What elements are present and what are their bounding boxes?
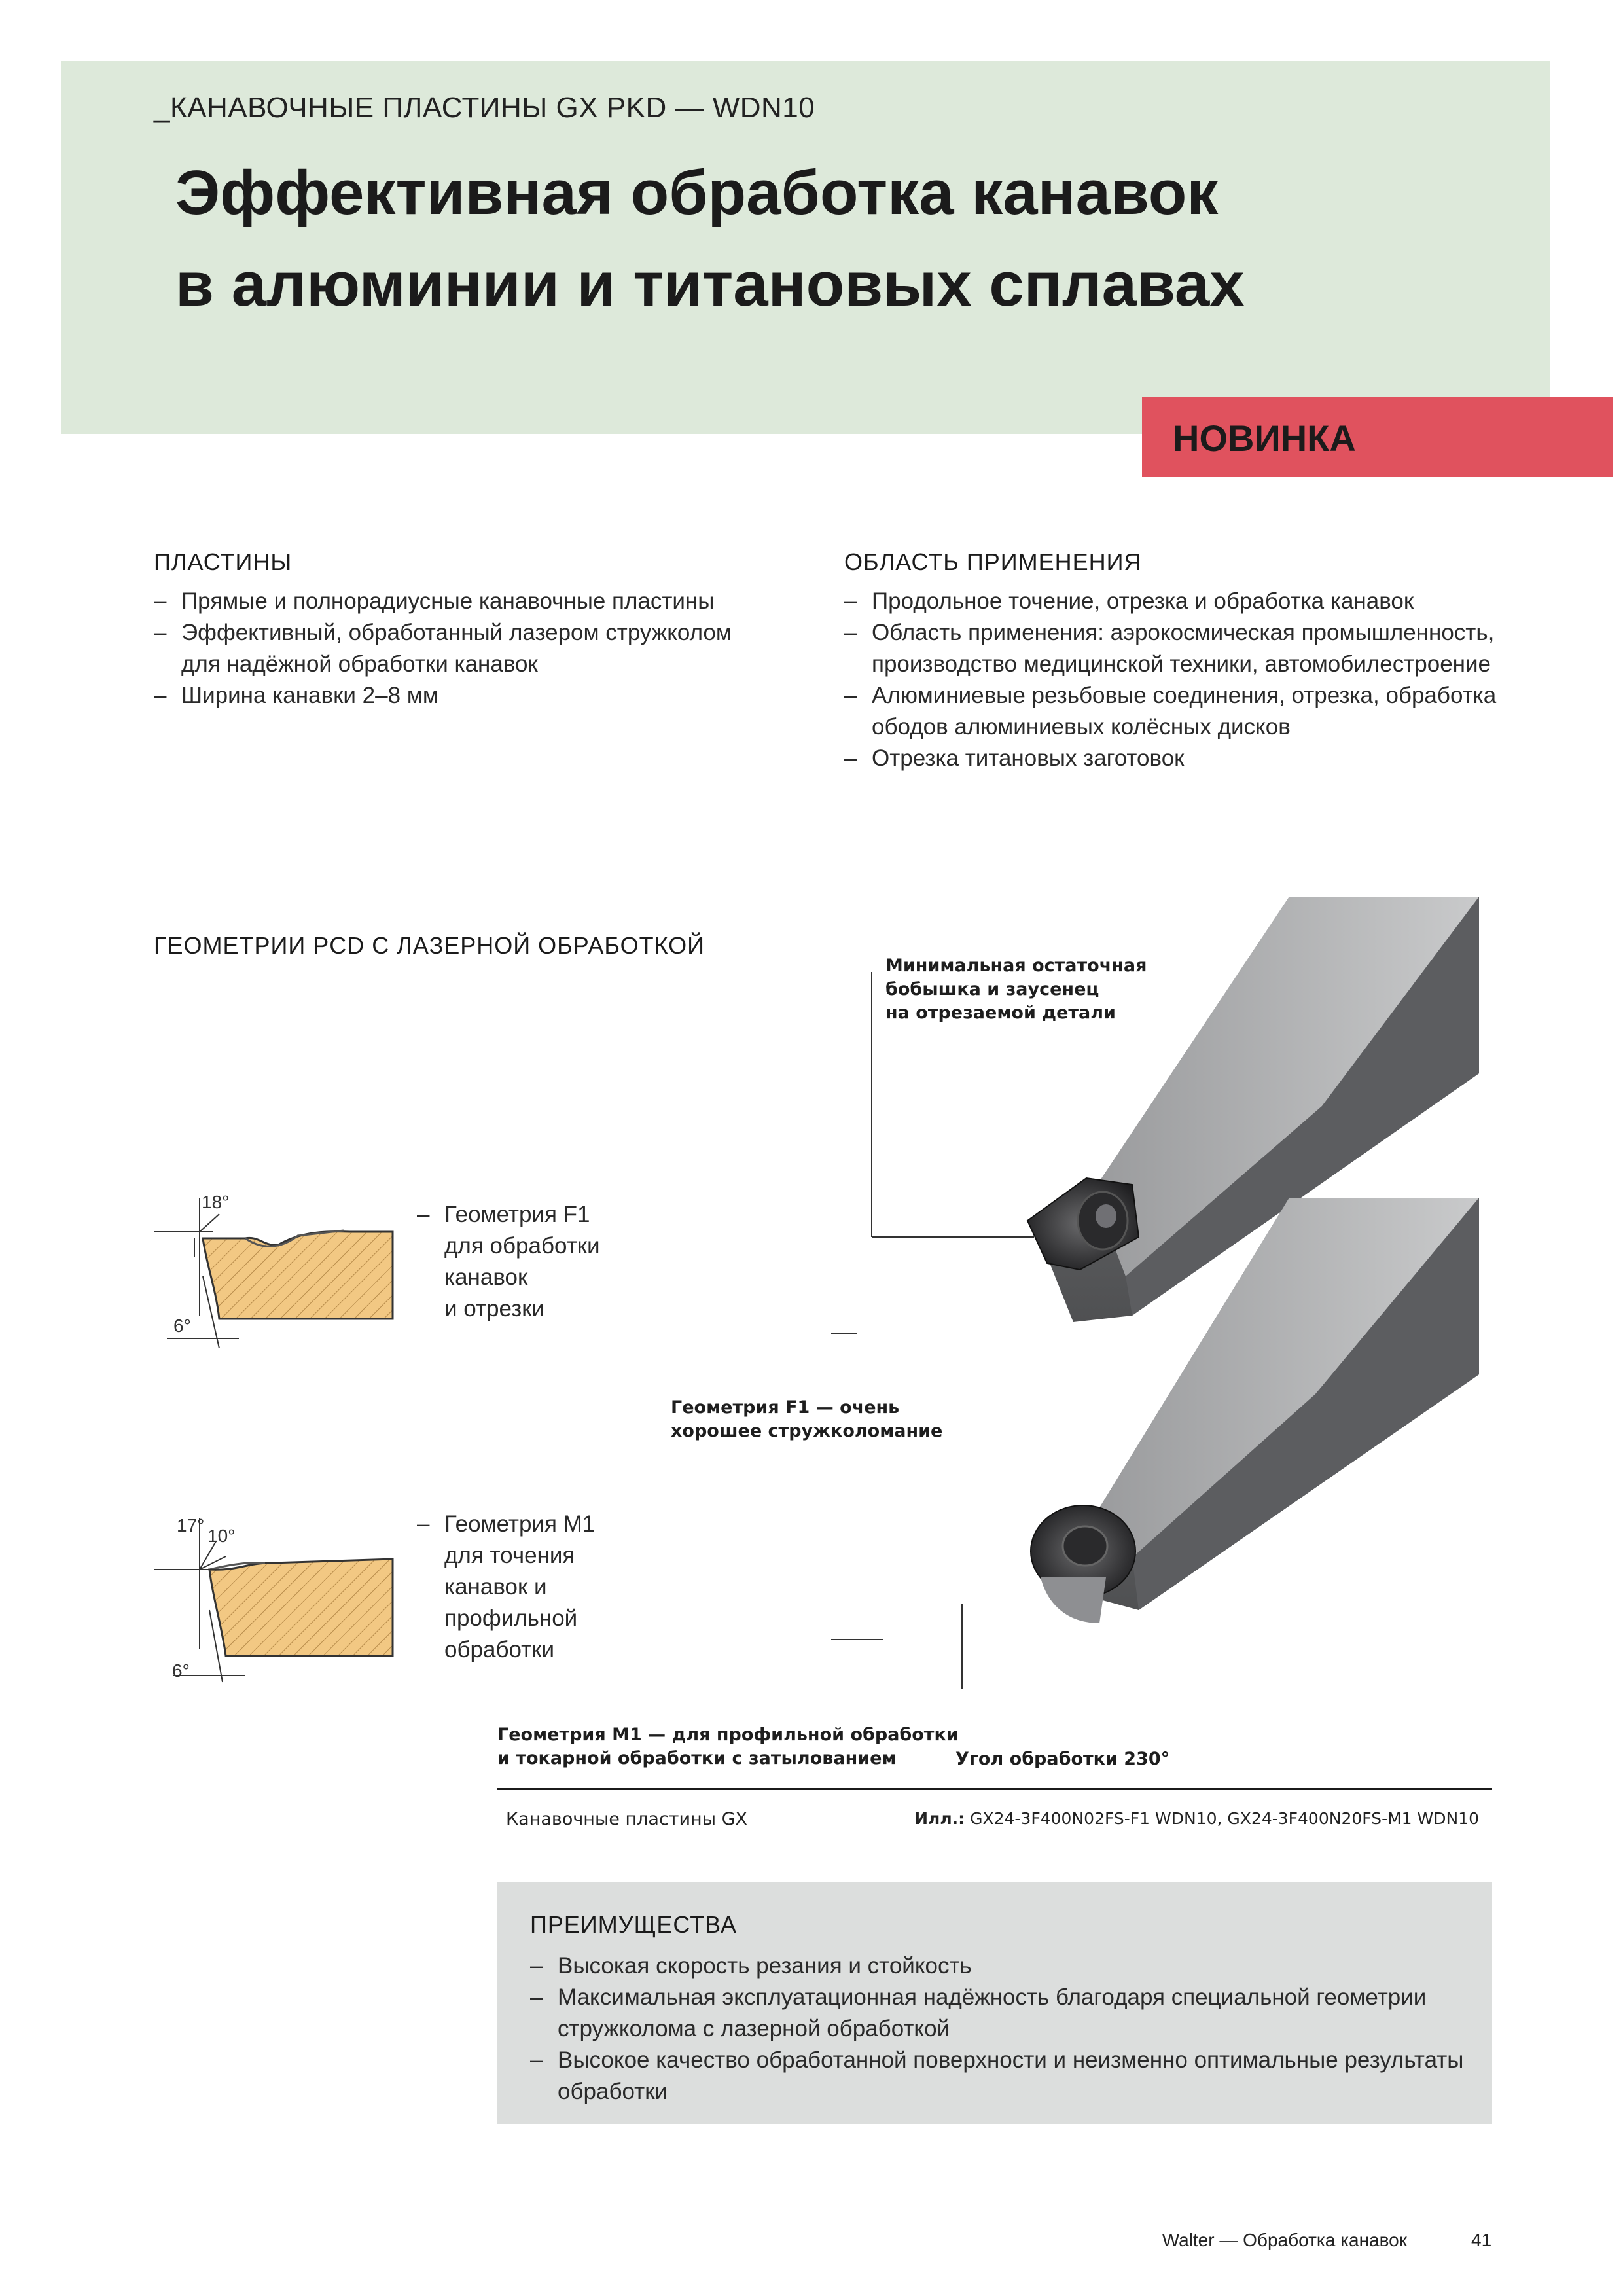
new-badge-label: НОВИНКА: [1173, 418, 1356, 459]
callout-line: бобышка и заусенец: [885, 979, 1099, 999]
page-title: [175, 147, 1245, 331]
list-item: – Алюминиевые резьбовые соединения, отрезка, обработка ободов алюминиевых колёсных дисков: [844, 680, 1505, 743]
inserts-heading: ПЛАСТИНЫ: [154, 548, 293, 575]
f1-label-line: и отрезки: [444, 1296, 545, 1321]
bullet-dash: –: [417, 1202, 430, 1227]
list-item: – Высокая скорость резания и стойкость: [530, 1950, 1472, 1982]
bullet-dash: –: [417, 1511, 430, 1537]
inserts-list: [154, 586, 743, 711]
caption-right-text: GX24-3F400N02FS-F1 WDN10, GX24-3F400N20FS-M1 WDN10: [970, 1809, 1479, 1828]
section-kicker: _КАНАВОЧНЫЕ ПЛАСТИНЫ GX PKD — WDN10: [154, 92, 815, 124]
benefits-box: [497, 1882, 1492, 2124]
caption-rule: [497, 1788, 1492, 1790]
m1-angle-top-1: 17°: [177, 1515, 205, 1535]
geometries-heading: ГЕОМЕТРИИ PCD С ЛАЗЕРНОЙ ОБРАБОТКОЙ: [154, 932, 705, 959]
caption-left: Канавочные пластины GX: [506, 1809, 748, 1829]
caption-right: [914, 1809, 1479, 1828]
f1-label-line: Геометрия F1: [444, 1202, 590, 1227]
list-item: – Эффективный, обработанный лазером стружколом для надёжной обработки канавок: [154, 617, 743, 680]
m1-angle-bottom: 6°: [172, 1660, 190, 1681]
f1-callout: [671, 1396, 942, 1443]
f1-label-line: канавок: [444, 1265, 528, 1290]
application-list: [844, 586, 1505, 774]
callout-line: Геометрия F1 — очень: [671, 1397, 900, 1418]
m1-label-line: профильной: [444, 1605, 578, 1631]
footer-text: Walter — Обработка канавок: [1162, 2230, 1407, 2250]
m1-label: [417, 1509, 641, 1666]
benefits-list: [530, 1950, 1472, 2108]
page-number: 41: [1471, 2230, 1492, 2250]
callout-line: на отрезаемой детали: [885, 1003, 1116, 1023]
list-item: – Продольное точение, отрезка и обработка канавок: [844, 586, 1505, 617]
f1-geometry-diagram: [147, 1185, 409, 1355]
m1-label-line: канавок и: [444, 1574, 547, 1600]
m1-label-line: для точения: [444, 1543, 575, 1568]
list-item: – Прямые и полнорадиусные канавочные пластины: [154, 586, 743, 617]
f1-angle-top: 18°: [202, 1192, 230, 1212]
list-item: – Отрезка титановых заготовок: [844, 743, 1505, 774]
title-line-2: в алюминии и титановых сплавах: [175, 249, 1245, 319]
f1-label: [417, 1199, 641, 1325]
f1-angle-bottom: 6°: [173, 1316, 191, 1336]
m1-geometry-diagram: [147, 1505, 409, 1689]
m1-angle-top-2: 10°: [207, 1526, 236, 1546]
callout-line: хорошее стружколомание: [671, 1421, 943, 1441]
burr-callout: [885, 954, 1147, 1025]
angle-callout: Угол обработки 230°: [955, 1749, 1170, 1769]
m1-callout: [497, 1723, 959, 1770]
m1-label-line: Геометрия M1: [444, 1511, 596, 1537]
list-item: – Максимальная эксплуатационная надёжность благодаря специальной геометрии стружколома с лазерной обработкой: [530, 1982, 1472, 2045]
caption-right-prefix: Илл.:: [914, 1809, 965, 1828]
application-heading: ОБЛАСТЬ ПРИМЕНЕНИЯ: [844, 548, 1142, 575]
list-item: – Ширина канавки 2–8 мм: [154, 680, 743, 711]
m1-label-line: обработки: [444, 1637, 555, 1662]
list-item: – Высокое качество обработанной поверхности и неизменно оптимальные результаты обработки: [530, 2045, 1472, 2108]
f1-label-line: для обработки: [444, 1233, 600, 1259]
new-badge: [1142, 397, 1613, 477]
callout-line: Минимальная остаточная: [885, 956, 1147, 976]
title-line-1: Эффективная обработка канавок: [175, 158, 1219, 228]
callout-line: и токарной обработки с затылованием: [497, 1748, 897, 1768]
list-item: – Область применения: аэрокосмическая промышленность, производство медицинской техники, автомобилестроение: [844, 617, 1505, 680]
callout-line: Геометрия M1 — для профильной обработки: [497, 1725, 959, 1745]
benefits-heading: ПРЕИМУЩЕСТВА: [530, 1911, 738, 1938]
